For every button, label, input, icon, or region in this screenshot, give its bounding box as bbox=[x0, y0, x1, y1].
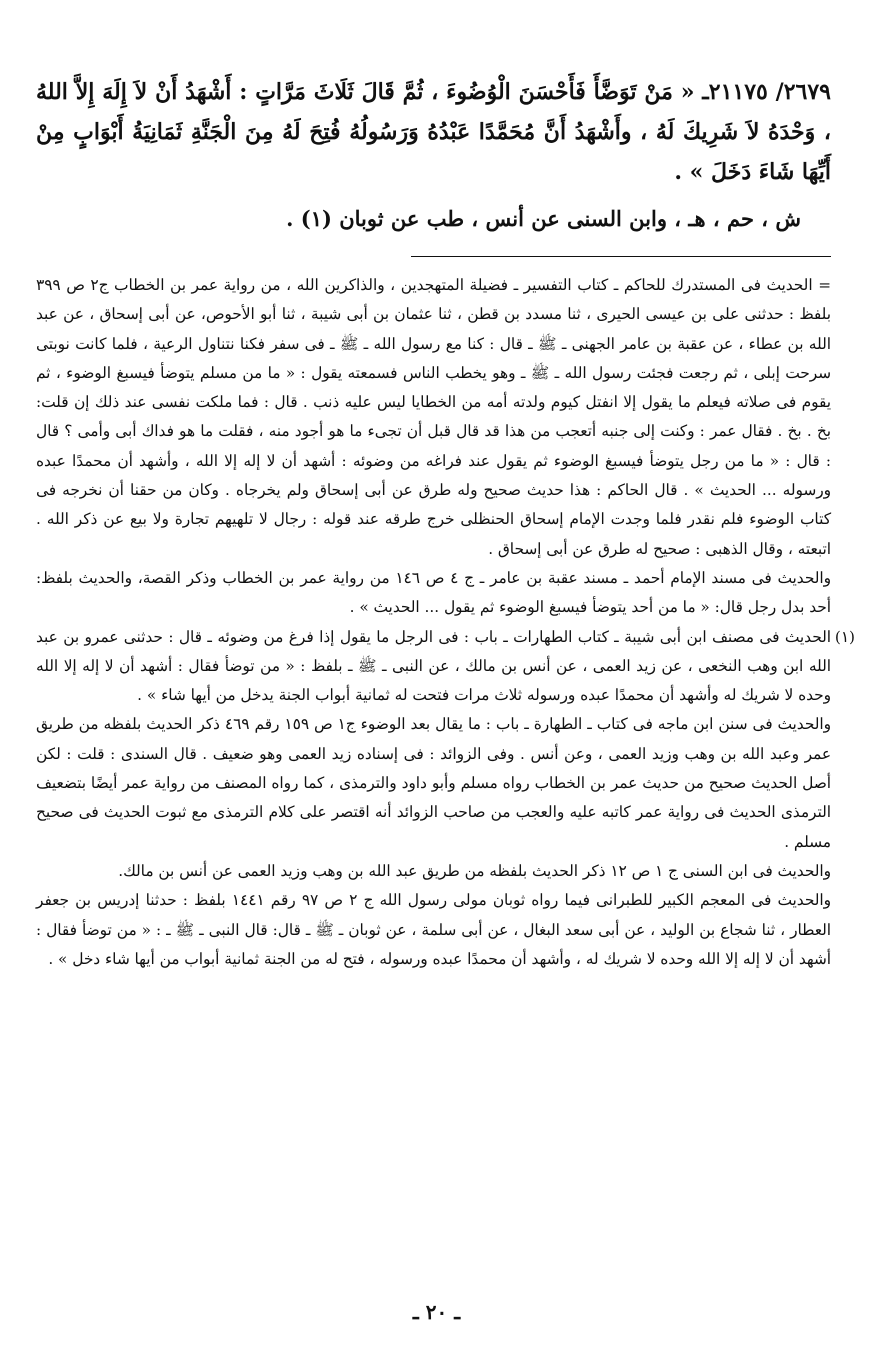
page-number: ـ ٢٠ ـ bbox=[412, 1300, 461, 1324]
footnote-separator bbox=[411, 256, 831, 257]
footnote-paragraph: الحديث فى مصنف ابن أبى شيبة ـ كتاب الطهارات ـ باب : فى الرجل ما يقول إذا فرغ من وضوئه ـ قال : حدثنى عمرو بن عبد الله ابن وهب النخعى ، عن زيد العمى ، عن أنس بن مالك ، عن النبى ـ ﷺ ـ بلفظ : « من توضأ فقال : أشهد أن لا إله إلا الله وحده لا شريك له وأشهد أن محمدًا عبده ورسوله ثلاث مرات فتحت له ثمانية أبواب الجنة يدخل من أيها شاء » . bbox=[36, 627, 831, 705]
footnote-paragraph: والحديث فى مسند الإمام أحمد ـ مسند عقبة بن عامر ـ ج ٤ ص ١٤٦ من رواية عمر بن الخطاب وذكر القصة، والحديث بلفظ: أحد بدل رجل قال: « ما من أحد يتوضأ فيسبغ الوضوء ثم يقول ... الحديث » . bbox=[36, 568, 831, 617]
document-page bbox=[36, 72, 855, 974]
footnote-paragraph: والحديث فى سنن ابن ماجه فى كتاب ـ الطهارة ـ باب : ما يقال بعد الوضوء ج١ ص ١٥٩ رقم ٤٦٩ ذكر الحديث بلفظه من طريق عمر وعبد الله بن وهب وزيد العمى ، وعن أنس . وفى الزوائد : فى إسناده زيد العمى وهو ضعيف . قال السندى : قلت : لكن أصل الحديث صحيح من حديث عمر بن الخطاب رواه مسلم وأبو داود والترمذى ، كما رواه المصنف من رواية عمر أيضًا بتضعيف الترمذى الحديث فى رواية عمر كاتبه عليه والعجب من صاحب الزوائد أنه اقتصر على كلام الترمذى مع ثبوت الحديث فى صحيح مسلم . bbox=[36, 715, 832, 851]
footnote-paragraph: والحديث فى ابن السنى ج ١ ص ١٢ ذكر الحديث بلفظه من طريق عبد الله بن وهب وزيد العمى عن أنس بن مالك. bbox=[118, 861, 831, 880]
footnote-paragraph: والحديث فى المعجم الكبير للطبرانى فيما رواه ثوبان مولى رسول الله ج ٢ ص ٩٧ رقم ١٤٤١ بلفظ : حدثنا إدريس بن جعفر العطار ، ثنا شجاع بن الوليد ، عن أبى سعد البغال ، عن أبى سلمة ، عن ثوبان ـ ﷺ ـ قال: قال النبى ـ ﷺ ـ : « من توضأ فقال : أشهد أن لا إله إلا الله وحده لا شريك له ، وأشهد أن محمدًا عبده ورسوله ، فتح له من الجنة ثمانية أبواب من أيها شاء دخل » . bbox=[36, 891, 831, 968]
footnote-1 bbox=[36, 623, 855, 711]
hadith-text: ٢٦٧٩/ ٢١١٧٥ـ « مَنْ تَوَضَّأَ فَأَحْسَنَ الْوُضُوءَ ، ثُمَّ قَالَ ثَلَاثَ مَرَّاتٍ : أَشْهَدُ أَنْ لاَ إِلَهَ إِلاَّ اللهُ ، وَحْدَهُ لاَ شَرِيكَ لَهُ ، وأَشْهَدُ أَنَّ مُحَمَّدًا عَبْدُهُ وَرَسُولُهُ فُتِحَ لَهُ مِنَ الْجَنَّةِ ثَمَانِيَةُ أَبْوَابٍ مِنْ أَيِّهَا شَاءَ دَخَلَ » . bbox=[36, 79, 831, 185]
footnote-marker: (١) bbox=[834, 627, 855, 646]
footnote-paragraph: = الحديث فى المستدرك للحاكم ـ كتاب التفسير ـ فضيلة المتهجدين ، والذاكرين الله ، من رواية عمر بن الخطاب ج٢ ص ٣٩٩ بلفظ : حدثنى على بن عيسى الحيرى ، ثنا مسدد بن قطن ، ثنا عثمان بن أبى شيبة ، ثنا أبو الأحوص، عن أبى إسحاق ، عن عبد الله بن عطاء ، عن عقبة بن عامر الجهنى ـ ﷺ ـ قال : كنا مع رسول الله ـ ﷺ ـ فى سفر فكنا نتناول الرعية ، فلما كانت نوبتى سرحت إبلى ، ثم رجعت فجئت رسول الله ـ ﷺ ـ وهو يخطب الناس فسمعته يقول : « ما من مسلم يتوضأ فيسبغ الوضوء ، ثم يقوم فى صلاته فيعلم ما يقول إلا انفتل كيوم ولدته أمه من الخطايا ليس عليه ذنب . قال : فما ملكت نفسى عند ذلك إن قلت: بخ . بخ . فقال عمر : وكنت إلى جنبه أتعجب من هذا قد قال قبل أن تجىء ما هو أجود منه ، فقلت ما هو فداك أبى وأمى ؟ قال : قال : « ما من رجل يتوضأ فيسبغ الوضوء ثم يقول عند فراغه من وضوئه : أشهد أن لا إله إلا الله ، وأشهد أن محمدًا عبده ورسوله ... الحديث » . قال الحاكم : هذا حديث صحيح وله طرق عن أبى إسحاق ولم يخرجاه . وكان من حقنا أن نخرجه فى كتاب الوضوء فلم نقدر فلما وجدت الإمام إسحاق الحنظلى خرج طرقه عند قوله : رجال لا تلهيهم تجارة ولا بيع عن ذكر الله . اتبعته ، وقال الذهبى : صحيح له طرق عن أبى إسحاق . bbox=[36, 276, 832, 558]
footnotes bbox=[36, 271, 855, 974]
hadith-sources: ش ، حم ، هـ ، وابن السنى عن أنس ، طب عن ثوبان (١) . bbox=[286, 206, 801, 231]
